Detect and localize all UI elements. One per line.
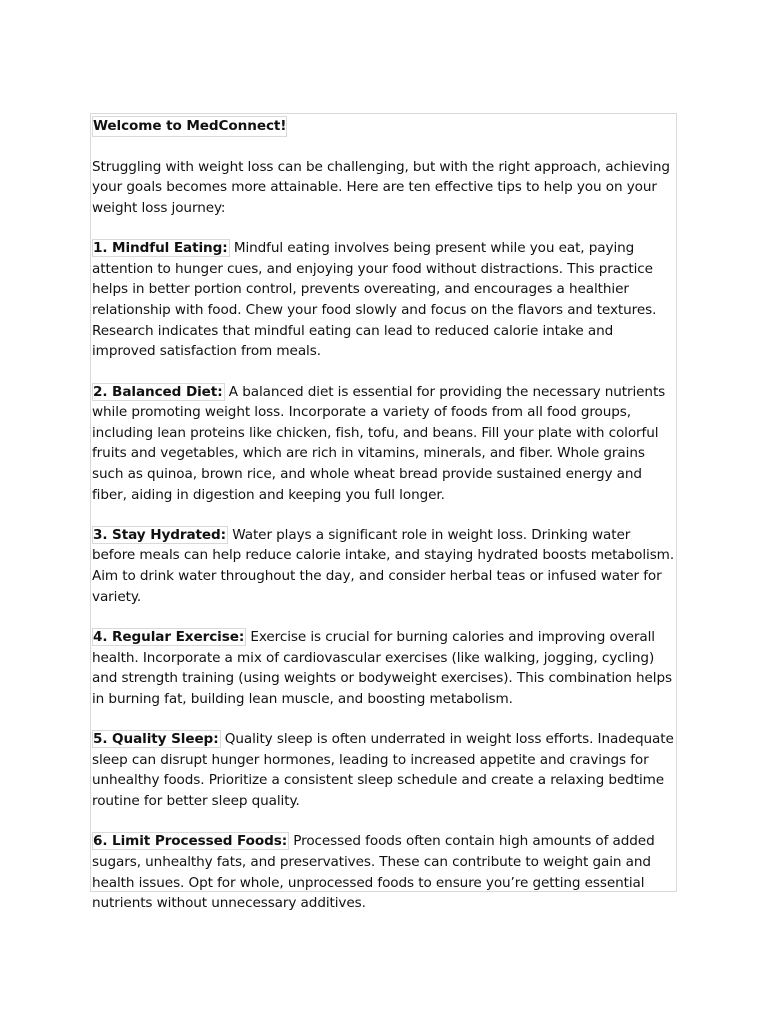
tip-text: Processed foods often contain high amounts of added sugars, unhealthy fats, and preservatives. These can contribute to weight gain and health issues. Opt for whole, unprocessed foods to ensure you’re getting essential nutrients without unnecessary additives. <box>92 833 655 912</box>
document-text-box <box>90 113 677 912</box>
tip-label: 5. Quality Sleep: <box>93 731 219 748</box>
tip-text: Quality sleep is often underrated in weight loss efforts. Inadequate sleep can disrupt hunger hormones, leading to increased appetite and cravings for unhealthy foods. Prioritize a consistent sleep schedule and create a relaxing bedtime routine for better sleep quality. <box>92 731 674 810</box>
tip-mindful-eating <box>92 238 676 362</box>
tip-label: 4. Regular Exercise: <box>93 629 245 646</box>
tip-label: 6. Limit Processed Foods: <box>93 833 288 850</box>
tip-quality-sleep <box>92 729 676 811</box>
tip-text: Exercise is crucial for burning calories and improving overall health. Incorporate a mix of cardiovascular exercises (like walking, jogging, cycling) and strength training (using weights or bodyweight exercises). This combination helps in burning fat, building lean muscle, and boosting metabolism. <box>92 629 672 707</box>
document-title: Welcome to MedConnect! <box>92 116 287 137</box>
tip-stay-hydrated <box>92 525 676 607</box>
tip-text: A balanced diet is essential for providing the necessary nutrients while promoting weight loss. Incorporate a variety of foods from all food groups, including lean proteins like chicken, fish, tofu, and beans. Fill your plate with colorful fruits and vegetables, which are rich in vitamins, minerals, and fiber. Whole grains such as quinoa, brown rice, and whole wheat bread provide sustained energy and fiber, aiding in digestion and keeping you full longer. <box>92 383 666 503</box>
tip-text: Water plays a significant role in weight loss. Drinking water before meals can help reduce calorie intake, and staying hydrated boosts metabolism. Aim to drink water throughout the day, and consider herbal teas or infused water for variety. <box>92 526 675 605</box>
tip-label: 2. Balanced Diet: <box>93 383 223 400</box>
tip-balanced-diet <box>92 382 676 506</box>
intro-paragraph: Struggling with weight loss can be challenging, but with the right approach, achieving your goals becomes more attainable. Here are ten effective tips to help you on your weight loss journey: <box>92 158 670 216</box>
tip-regular-exercise <box>92 627 676 709</box>
tip-text: Mindful eating involves being present while you eat, paying attention to hunger cues, and enjoying your food without distractions. This practice helps in better portion control, prevents overeating, and encourages a healthier relationship with food. Chew your food slowly and focus on the flavors and textures. Research indicates that mindful eating can lead to reduced calorie intake and improved satisfaction from meals. <box>92 240 657 360</box>
tip-label: 1. Mindful Eating: <box>93 240 228 257</box>
tip-label: 3. Stay Hydrated: <box>93 526 227 543</box>
tip-limit-processed-foods <box>92 831 676 913</box>
